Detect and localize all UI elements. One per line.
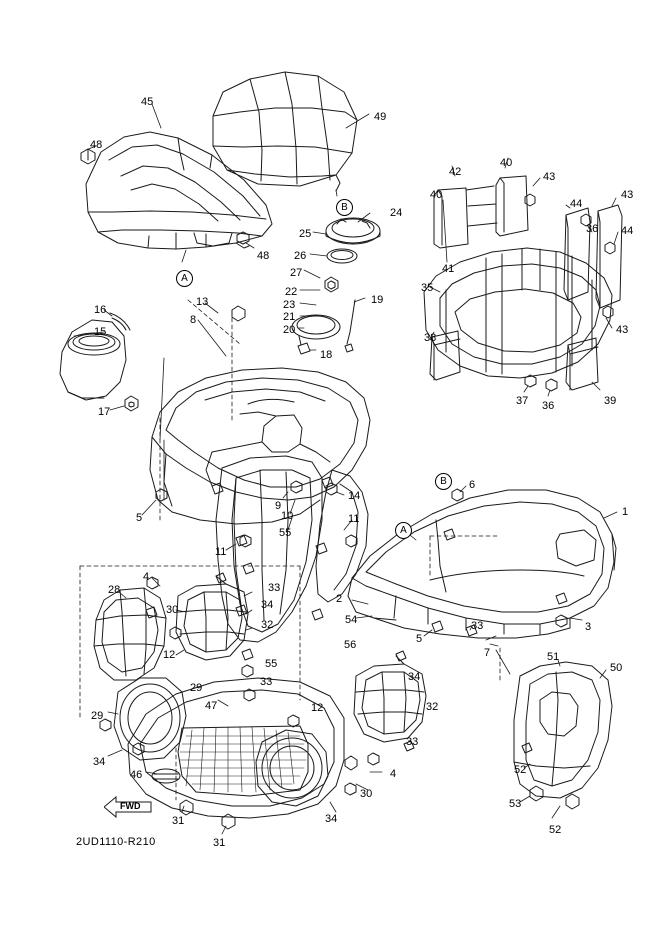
part-17-grommet xyxy=(125,396,138,411)
callout-44-b: 44 xyxy=(621,225,634,237)
callout-6: 6 xyxy=(469,479,476,491)
part-50-mudguard xyxy=(514,662,612,809)
callout-48-b: 48 xyxy=(257,250,270,262)
leaders-right xyxy=(352,486,617,640)
callout-33-a: 33 xyxy=(268,582,281,594)
callout-43-a: 43 xyxy=(543,171,556,183)
callout-15: 15 xyxy=(94,326,107,338)
part-24-headlight-ring xyxy=(326,218,380,244)
callout-41: 41 xyxy=(442,263,455,275)
leaders-fender xyxy=(142,303,352,550)
callout-44-a: 44 xyxy=(570,198,583,210)
callout-25: 25 xyxy=(299,228,312,240)
callout-31-a: 31 xyxy=(172,815,185,827)
part-15-duct xyxy=(60,320,126,400)
callout-40-a: 40 xyxy=(500,157,513,169)
callout-31-b: 31 xyxy=(213,837,226,849)
callout-17: 17 xyxy=(98,406,111,418)
part-8-front-fender xyxy=(150,368,370,660)
callout-36-b: 36 xyxy=(542,400,555,412)
callout-16: 16 xyxy=(94,304,107,316)
callout-11-b: 11 xyxy=(215,546,227,558)
callout-43-c: 43 xyxy=(616,324,629,336)
part-16-band xyxy=(110,313,130,330)
callout-14: 14 xyxy=(348,490,361,502)
callout-30-a: 30 xyxy=(166,604,179,616)
part-28-left-panel xyxy=(94,588,166,680)
callout-30-b: 30 xyxy=(360,788,373,800)
callout-34-b: 34 xyxy=(408,671,421,683)
callout-33-b: 33 xyxy=(471,620,484,632)
leaders-mudguard xyxy=(490,644,606,818)
part-1-right-fender xyxy=(348,490,616,638)
callout-3: 3 xyxy=(585,621,592,633)
callout-27: 27 xyxy=(290,267,303,279)
callout-5-a: 5 xyxy=(136,512,143,524)
reference-marker-b-1: B xyxy=(336,199,353,216)
callout-35: 35 xyxy=(421,282,434,294)
reference-marker-a-2: A xyxy=(395,522,412,539)
callout-33-d: 33 xyxy=(406,736,419,748)
callout-45: 45 xyxy=(141,96,154,108)
callout-11-a: 11 xyxy=(348,513,360,525)
part-48-bolt-a xyxy=(81,149,95,164)
callout-2: 2 xyxy=(336,593,343,605)
callout-4-b: 4 xyxy=(390,768,397,780)
callout-53: 53 xyxy=(509,798,522,810)
callout-43-b: 43 xyxy=(621,189,634,201)
callout-36-a: 36 xyxy=(586,223,599,235)
callout-22: 22 xyxy=(285,286,298,298)
callout-54: 54 xyxy=(345,614,358,626)
callout-33-c: 33 xyxy=(260,676,273,688)
callout-19: 19 xyxy=(371,294,384,306)
callout-9: 9 xyxy=(275,500,282,512)
callout-46: 46 xyxy=(130,769,143,781)
hardware-misc xyxy=(100,577,379,795)
callout-32-a: 32 xyxy=(261,619,274,631)
callout-56: 56 xyxy=(344,639,357,651)
part-45-front-cover xyxy=(86,132,272,249)
part-27-nut xyxy=(325,277,338,292)
callout-34-d: 34 xyxy=(325,813,338,825)
callout-34-c: 34 xyxy=(93,756,106,768)
fasteners-center xyxy=(156,306,360,547)
callout-51: 51 xyxy=(547,651,560,663)
callout-34-a: 34 xyxy=(261,599,274,611)
callout-37: 37 xyxy=(516,395,529,407)
callout-50: 50 xyxy=(610,662,623,674)
fwd-direction-arrow xyxy=(104,796,152,818)
callout-20: 20 xyxy=(283,324,296,336)
callout-29-b: 29 xyxy=(91,710,104,722)
callout-42: 42 xyxy=(449,166,462,178)
leaders-bracket xyxy=(430,158,618,396)
callout-38: 38 xyxy=(424,332,437,344)
callout-55-a: 55 xyxy=(279,527,292,539)
part-26-ring xyxy=(327,249,357,263)
part-19-21-22-23-20-lens xyxy=(292,300,355,354)
callout-52-b: 52 xyxy=(549,824,562,836)
callout-48-a: 48 xyxy=(90,139,103,151)
callout-5-b: 5 xyxy=(416,633,423,645)
callout-40-b: 40 xyxy=(430,189,443,201)
callout-23: 23 xyxy=(283,299,296,311)
callout-24: 24 xyxy=(390,207,403,219)
callout-52-a: 52 xyxy=(514,764,527,776)
callout-4-a: 4 xyxy=(143,571,150,583)
callout-49: 49 xyxy=(374,111,387,123)
callout-28: 28 xyxy=(108,584,121,596)
callout-26: 26 xyxy=(294,250,307,262)
callout-29-a: 29 xyxy=(190,682,203,694)
part-35-bracket-assembly xyxy=(424,176,622,391)
reference-marker-a-1: A xyxy=(176,270,193,287)
callout-39: 39 xyxy=(604,395,617,407)
callout-8: 8 xyxy=(190,314,197,326)
callout-18: 18 xyxy=(320,349,333,361)
callout-7: 7 xyxy=(484,647,491,659)
callout-12-b: 12 xyxy=(311,702,324,714)
callout-12-a: 12 xyxy=(163,649,176,661)
callout-13: 13 xyxy=(196,296,209,308)
fwd-label: FWD xyxy=(120,801,141,811)
callout-55-b: 55 xyxy=(265,658,278,670)
diagram-code-label: 2UD1110-R210 xyxy=(76,836,156,848)
callout-47: 47 xyxy=(205,700,218,712)
leaders-duct xyxy=(74,310,124,410)
callout-1: 1 xyxy=(622,506,629,518)
reference-marker-b-2: B xyxy=(435,473,452,490)
callout-21: 21 xyxy=(283,311,296,323)
callout-10: 10 xyxy=(281,510,294,522)
callout-32-b: 32 xyxy=(426,701,439,713)
